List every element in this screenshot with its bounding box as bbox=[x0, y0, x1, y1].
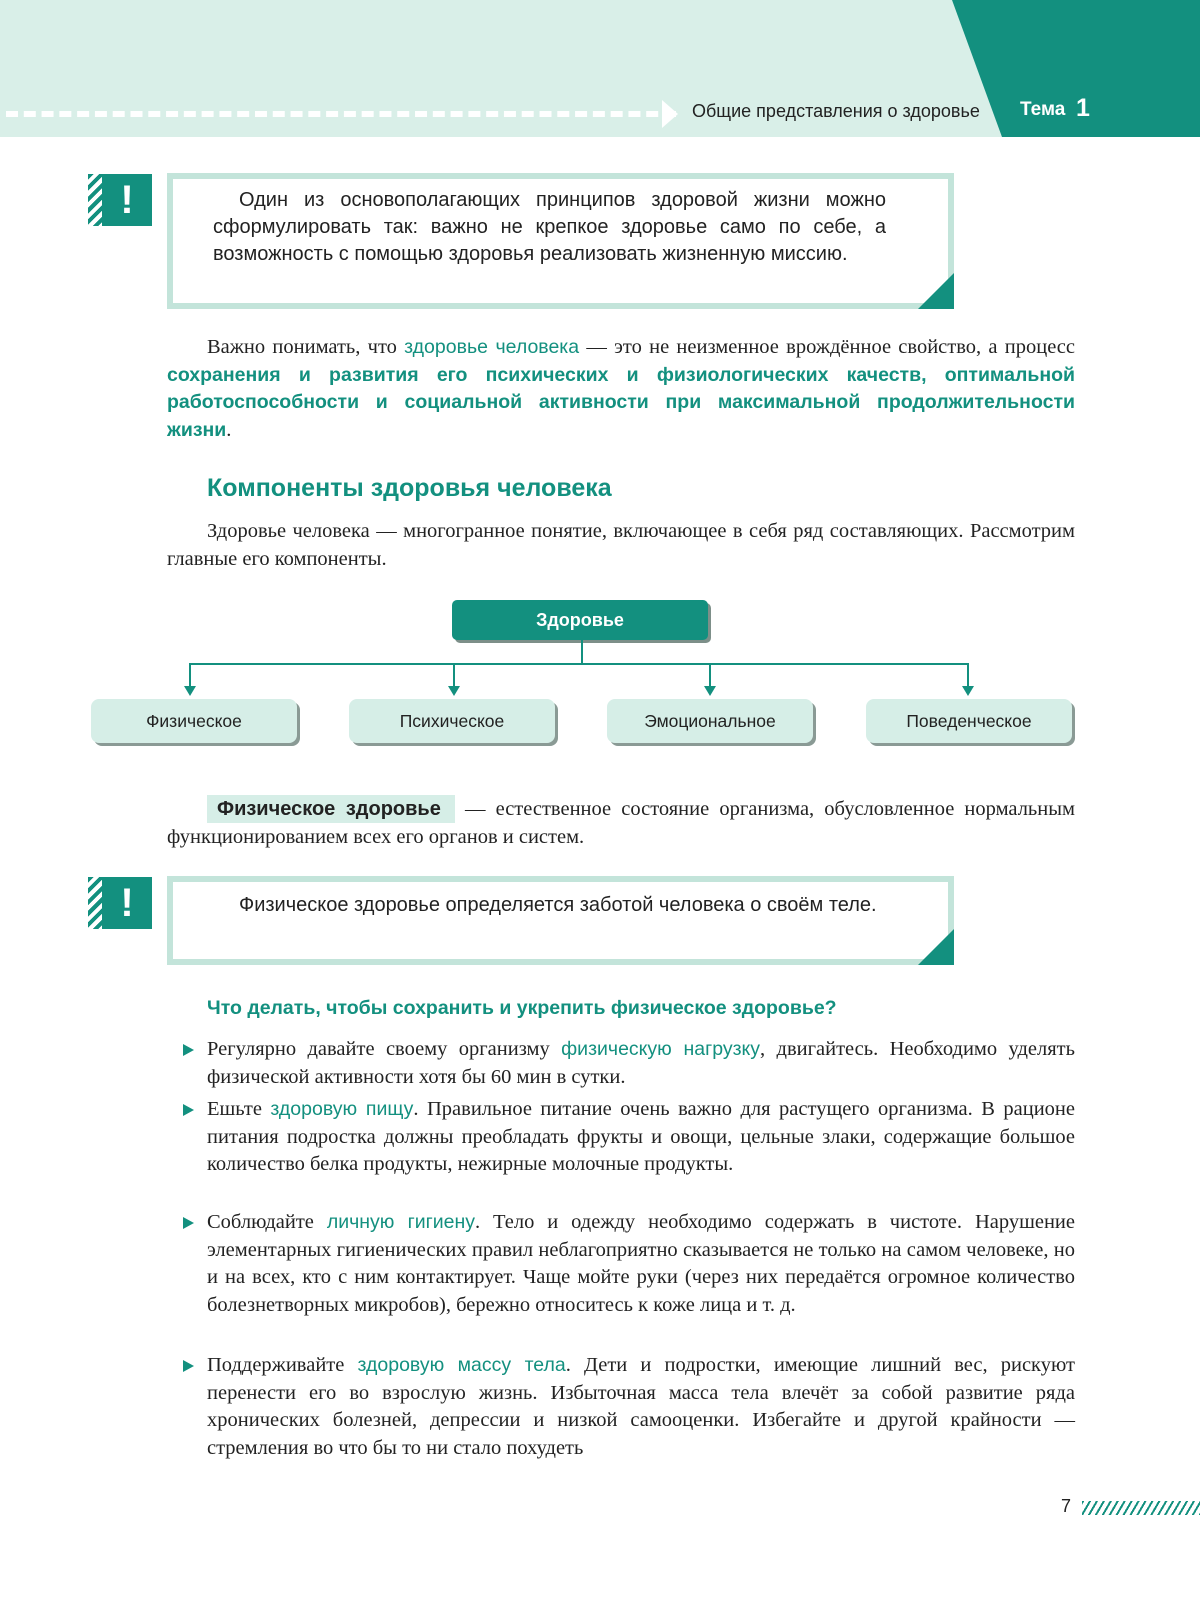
diagram-node-mental: Психическое bbox=[349, 699, 555, 743]
bullet-triangle-icon bbox=[183, 1217, 194, 1229]
bullet-highlight: физическую нагрузку bbox=[561, 1038, 761, 1060]
note-text: Физическое здоровье определяется заботой человека о своём теле. bbox=[239, 894, 877, 916]
bullet-highlight: здоровую массу тела bbox=[357, 1354, 566, 1376]
exclamation-note-icon bbox=[88, 174, 152, 226]
bullet-text: Ешьте bbox=[207, 1098, 271, 1120]
definition-term: Физическое здоровье bbox=[207, 795, 455, 823]
bullet-text: . Правильное питание очень важно для растущего организма. В рационе питания подростка должны преобладать фрукты и овощи, цельные злаки, содержащие большое количество белка продукты, нежирные молочные продукты. bbox=[207, 1098, 1075, 1175]
intro-paragraph bbox=[167, 334, 1075, 444]
page-number: 7 bbox=[1061, 1496, 1072, 1516]
note-box-physical bbox=[167, 876, 954, 965]
diagram-connector bbox=[581, 640, 583, 664]
bullet-triangle-icon bbox=[183, 1360, 194, 1372]
diagram-connector bbox=[453, 663, 455, 687]
diagram-connector bbox=[189, 663, 969, 665]
bullet-text: . Дети и подростки, имеющие лишний вес, рискуют перенести его во взрослую жизнь. Избыточная масса тела влечёт за собой развитие ряда хронических болезней, депрессии и низкой самооценки. Избегайте и другой крайности — стремления во что бы то ни стало похудеть bbox=[207, 1354, 1075, 1459]
diagram-connector bbox=[709, 663, 711, 687]
exclamation-icon: ! bbox=[102, 877, 152, 929]
question-heading: Что делать, чтобы сохранить и укрепить физическое здоровье? bbox=[207, 997, 837, 1019]
diagram-connector bbox=[189, 663, 191, 687]
section-title: Компоненты здоровья человека bbox=[207, 474, 612, 502]
header-dashed-line bbox=[6, 111, 676, 117]
note-box-principle bbox=[167, 173, 954, 309]
exclamation-note-icon bbox=[88, 877, 152, 929]
bullet-highlight: личную гигиену bbox=[326, 1211, 475, 1233]
definition-text: — естественное состояние организма, обусловленное нормальным функционированием всех его органов и систем. bbox=[167, 798, 1075, 848]
definition-paragraph bbox=[167, 796, 1075, 851]
note-text: Один из основополагающих принципов здоровой жизни можно сформулировать так: важно не крепкое здоровье само по себе, а возможность с помощью здоровья реализовать жизненную миссию. bbox=[213, 189, 886, 265]
bullet-text: Регулярно давайте своему организму bbox=[207, 1038, 562, 1060]
footer-hatch-decoration bbox=[1082, 1501, 1200, 1515]
section-paragraph bbox=[167, 518, 1075, 573]
arrow-down-icon bbox=[704, 686, 716, 696]
diagram-connector bbox=[967, 663, 969, 687]
running-header-topic: Общие представления о здоровье bbox=[692, 101, 980, 121]
list-item bbox=[207, 1096, 1075, 1179]
arrow-down-icon bbox=[448, 686, 460, 696]
bullet-highlight: здоровую пищу bbox=[270, 1098, 414, 1120]
list-item bbox=[207, 1209, 1075, 1319]
note-corner-decoration bbox=[918, 929, 954, 965]
diagram-node-behavioral: Поведенческое bbox=[866, 699, 1072, 743]
bullet-text: Соблюдайте bbox=[207, 1211, 327, 1233]
topic-tab-label: Тема bbox=[1020, 99, 1066, 120]
intro-text: . bbox=[226, 418, 232, 441]
intro-text: Важно понимать, что bbox=[207, 336, 405, 358]
arrow-down-icon bbox=[962, 686, 974, 696]
diagram-node-emotional: Эмоциональное bbox=[607, 699, 813, 743]
header-arrow-icon bbox=[662, 100, 678, 128]
diagram-node-physical: Физическое bbox=[91, 699, 297, 743]
note-corner-decoration bbox=[918, 273, 954, 309]
exclamation-icon: ! bbox=[102, 174, 152, 226]
section-text: Здоровье человека — многогранное понятие, включающее в себя ряд составляющих. Рассмотрим главные его компоненты. bbox=[167, 520, 1075, 570]
bullet-text: , двигайтесь. Необходимо уделять физической активности хотя бы 60 мин в сутки. bbox=[207, 1038, 1075, 1088]
diagram-root-health: Здоровье bbox=[452, 600, 708, 640]
intro-text: — это не неизменное врождённое свойство, а процесс bbox=[579, 336, 1075, 358]
arrow-down-icon bbox=[184, 686, 196, 696]
list-item bbox=[207, 1352, 1075, 1462]
bullet-triangle-icon bbox=[183, 1104, 194, 1116]
list-item bbox=[207, 1036, 1075, 1091]
topic-tab-number: 1 bbox=[1076, 94, 1090, 122]
bullet-text: Поддерживайте bbox=[207, 1354, 358, 1376]
definition-highlight: сохранения и развития его психических и физиологических качеств, оптимальной работоспособности и социальной активности при максимальной продолжительности жизни bbox=[167, 363, 1075, 441]
bullet-text: . Тело и одежду необходимо содержать в чистоте. Нарушение элементарных гигиенических правил неблагоприятно сказывается не только на самом человеке, но и на всех, кто с ним контактирует. Чаще мойте руки (через них передаётся огромное количество болезнетворных микробов), бережно относитесь к коже лица и т. д. bbox=[207, 1211, 1075, 1316]
bullet-triangle-icon bbox=[183, 1044, 194, 1056]
term-health: здоровье человека bbox=[404, 336, 580, 358]
